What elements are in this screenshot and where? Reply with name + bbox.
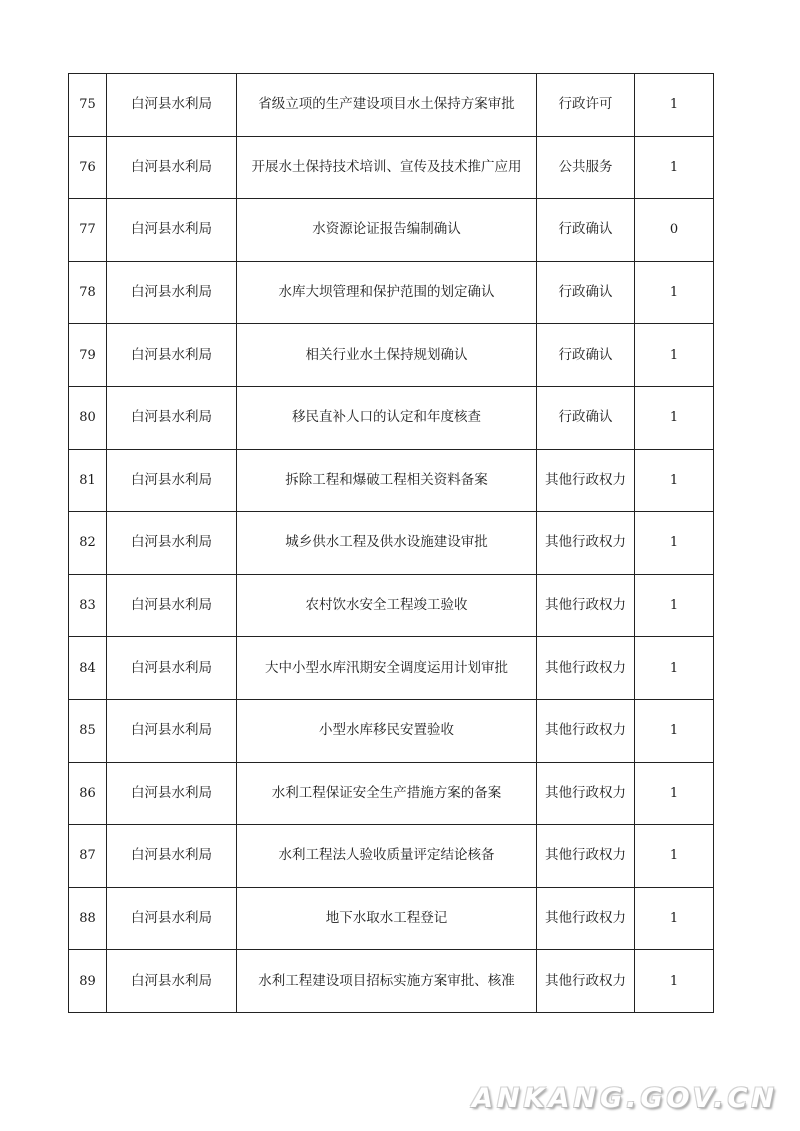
item-name-cell: 开展水土保持技术培训、宣传及技术推广应用 xyxy=(237,136,537,199)
power-type-cell: 其他行政权力 xyxy=(537,887,635,950)
item-name-cell: 相关行业水土保持规划确认 xyxy=(237,324,537,387)
power-type-cell: 行政确认 xyxy=(537,386,635,449)
power-type-cell: 其他行政权力 xyxy=(537,825,635,888)
power-type-cell: 其他行政权力 xyxy=(537,950,635,1013)
item-name-cell: 地下水取水工程登记 xyxy=(237,887,537,950)
row-number-cell: 77 xyxy=(69,199,107,262)
department-cell: 白河县水利局 xyxy=(107,199,237,262)
department-cell: 白河县水利局 xyxy=(107,74,237,137)
power-type-cell: 行政确认 xyxy=(537,261,635,324)
count-cell: 1 xyxy=(635,637,714,700)
table-row xyxy=(69,574,714,637)
count-cell: 1 xyxy=(635,699,714,762)
power-type-cell: 行政许可 xyxy=(537,74,635,137)
department-cell: 白河县水利局 xyxy=(107,574,237,637)
department-cell: 白河县水利局 xyxy=(107,512,237,575)
count-cell: 1 xyxy=(635,950,714,1013)
count-cell: 0 xyxy=(635,199,714,262)
item-name-cell: 拆除工程和爆破工程相关资料备案 xyxy=(237,449,537,512)
department-cell: 白河县水利局 xyxy=(107,699,237,762)
count-cell: 1 xyxy=(635,887,714,950)
item-name-cell: 城乡供水工程及供水设施建设审批 xyxy=(237,512,537,575)
power-type-cell: 其他行政权力 xyxy=(537,512,635,575)
row-number-cell: 78 xyxy=(69,261,107,324)
count-cell: 1 xyxy=(635,74,714,137)
count-cell: 1 xyxy=(635,512,714,575)
table-row xyxy=(69,324,714,387)
table-row xyxy=(69,825,714,888)
power-type-cell: 其他行政权力 xyxy=(537,762,635,825)
table-row xyxy=(69,637,714,700)
department-cell: 白河县水利局 xyxy=(107,950,237,1013)
table-row xyxy=(69,762,714,825)
department-cell: 白河县水利局 xyxy=(107,762,237,825)
item-name-cell: 农村饮水安全工程竣工验收 xyxy=(237,574,537,637)
power-type-cell: 公共服务 xyxy=(537,136,635,199)
row-number-cell: 76 xyxy=(69,136,107,199)
row-number-cell: 85 xyxy=(69,699,107,762)
count-cell: 1 xyxy=(635,825,714,888)
count-cell: 1 xyxy=(635,386,714,449)
item-name-cell: 水资源论证报告编制确认 xyxy=(237,199,537,262)
row-number-cell: 87 xyxy=(69,825,107,888)
department-cell: 白河县水利局 xyxy=(107,637,237,700)
department-cell: 白河县水利局 xyxy=(107,449,237,512)
table-row xyxy=(69,950,714,1013)
row-number-cell: 79 xyxy=(69,324,107,387)
department-cell: 白河县水利局 xyxy=(107,386,237,449)
power-type-cell: 其他行政权力 xyxy=(537,637,635,700)
power-type-cell: 其他行政权力 xyxy=(537,449,635,512)
power-list-table xyxy=(68,73,714,1013)
row-number-cell: 80 xyxy=(69,386,107,449)
row-number-cell: 83 xyxy=(69,574,107,637)
item-name-cell: 小型水库移民安置验收 xyxy=(237,699,537,762)
item-name-cell: 水库大坝管理和保护范围的划定确认 xyxy=(237,261,537,324)
count-cell: 1 xyxy=(635,261,714,324)
table-row xyxy=(69,386,714,449)
count-cell: 1 xyxy=(635,762,714,825)
row-number-cell: 86 xyxy=(69,762,107,825)
table-row xyxy=(69,699,714,762)
row-number-cell: 82 xyxy=(69,512,107,575)
row-number-cell: 81 xyxy=(69,449,107,512)
item-name-cell: 水利工程建设项目招标实施方案审批、核准 xyxy=(237,950,537,1013)
department-cell: 白河县水利局 xyxy=(107,136,237,199)
item-name-cell: 移民直补人口的认定和年度核查 xyxy=(237,386,537,449)
row-number-cell: 88 xyxy=(69,887,107,950)
item-name-cell: 水利工程保证安全生产措施方案的备案 xyxy=(237,762,537,825)
power-type-cell: 行政确认 xyxy=(537,199,635,262)
department-cell: 白河县水利局 xyxy=(107,324,237,387)
count-cell: 1 xyxy=(635,136,714,199)
count-cell: 1 xyxy=(635,574,714,637)
item-name-cell: 水利工程法人验收质量评定结论核备 xyxy=(237,825,537,888)
row-number-cell: 75 xyxy=(69,74,107,137)
department-cell: 白河县水利局 xyxy=(107,825,237,888)
department-cell: 白河县水利局 xyxy=(107,261,237,324)
table-row xyxy=(69,449,714,512)
table-row xyxy=(69,512,714,575)
table-row xyxy=(69,199,714,262)
table-row xyxy=(69,261,714,324)
power-type-cell: 其他行政权力 xyxy=(537,699,635,762)
count-cell: 1 xyxy=(635,449,714,512)
site-watermark: ANKANG.GOV.CN xyxy=(472,1083,778,1114)
department-cell: 白河县水利局 xyxy=(107,887,237,950)
table-row xyxy=(69,136,714,199)
power-type-cell: 其他行政权力 xyxy=(537,574,635,637)
table-body xyxy=(69,74,714,1013)
item-name-cell: 省级立项的生产建设项目水土保持方案审批 xyxy=(237,74,537,137)
table-row xyxy=(69,887,714,950)
row-number-cell: 84 xyxy=(69,637,107,700)
item-name-cell: 大中小型水库汛期安全调度运用计划审批 xyxy=(237,637,537,700)
count-cell: 1 xyxy=(635,324,714,387)
table-row xyxy=(69,74,714,137)
power-type-cell: 行政确认 xyxy=(537,324,635,387)
row-number-cell: 89 xyxy=(69,950,107,1013)
